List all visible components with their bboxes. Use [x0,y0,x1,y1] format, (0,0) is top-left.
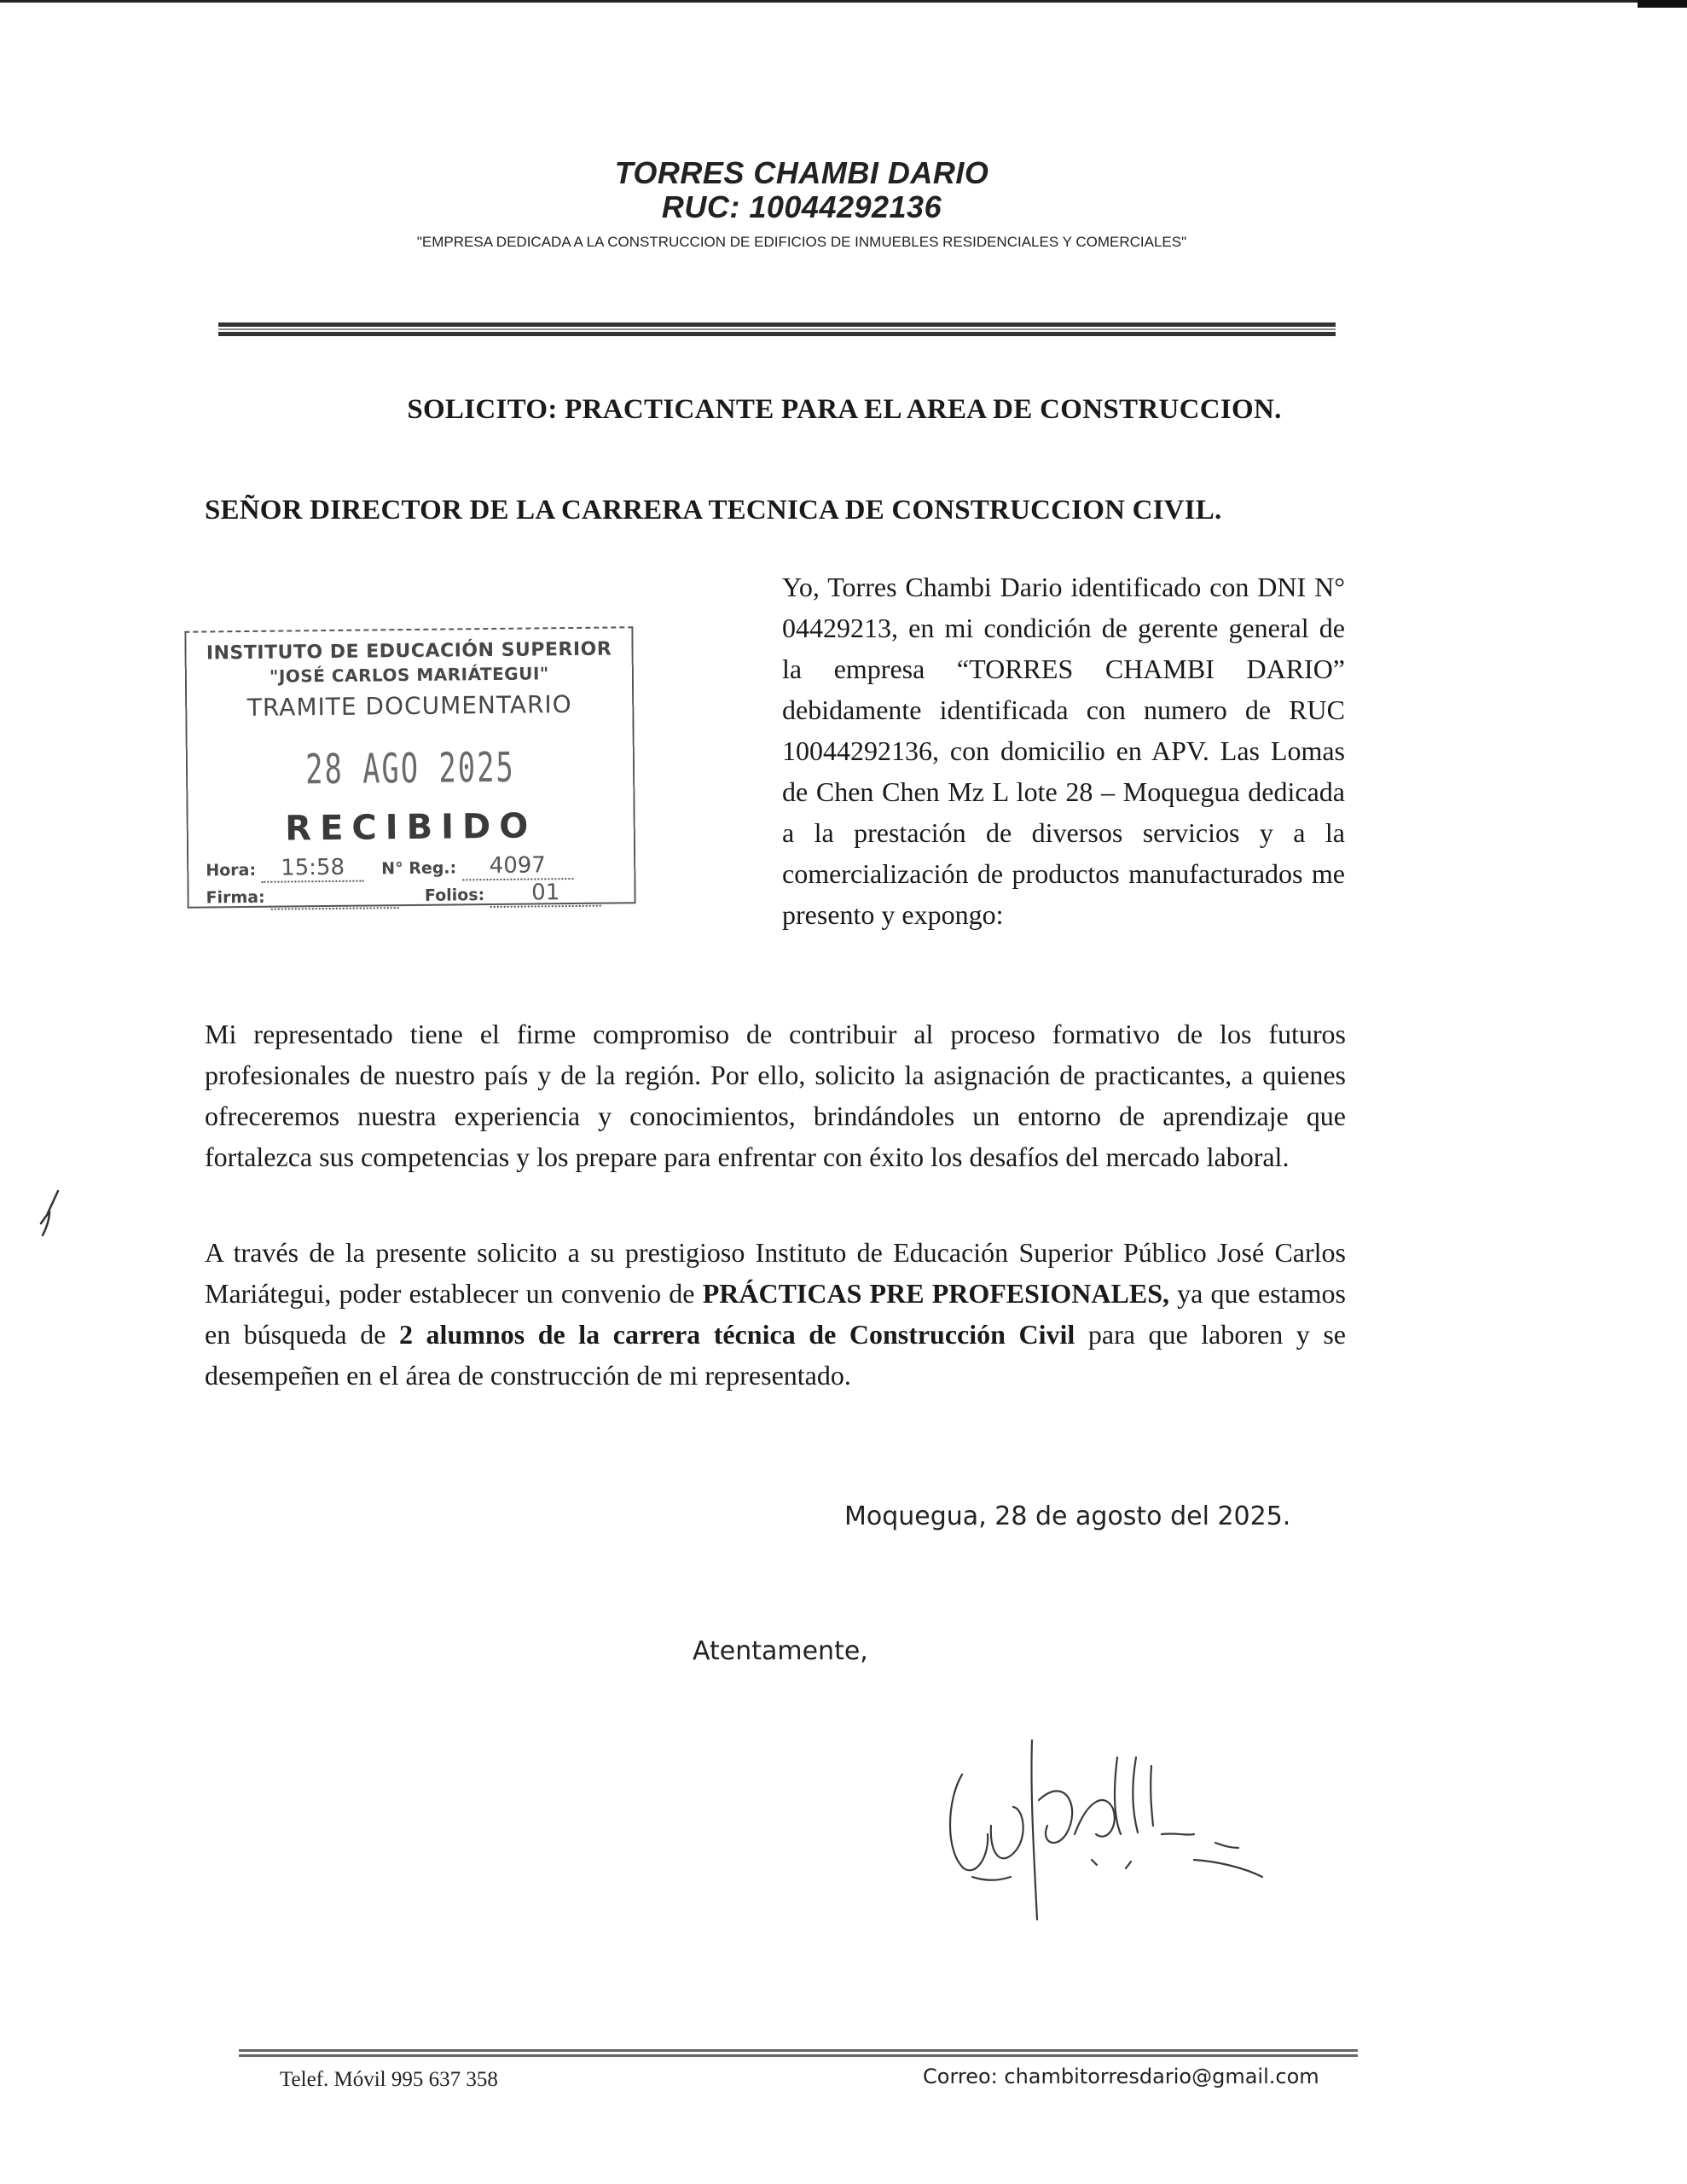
p2-text-1: A través de la presente solicito a su prestigioso Instituto de Educación Superior Público José Carlos Mariátegui, poder establecer un convenio de [205,1237,1346,1309]
stamp-row-signature: Firma: ​ Folios: 01 [206,880,601,911]
stamp-institute: INSTITUTO DE EDUCACIÓN SUPERIOR [206,638,612,665]
stamp-row-time [206,852,573,884]
intro-paragraph: Yo, Torres Chambi Dario identificado con DNI N° 04429213, en mi condición de gerente general de la empresa “TORRES CHAMBI DARIO” debidamente identificada con numero de RUC 10044292136, con domicilio en APV. Las Lomas de Chen Chen Mz L lote 28 – Moquegua dedicada a la prestación de diversos servicios y a la comercialización de productos manufacturados me presento y expongo: [782,572,1345,930]
margin-check-mark [34,1186,77,1237]
closing-salutation: Atentamente, [693,1636,868,1666]
header-divider [218,322,1336,336]
letter-subject: SOLICITO: PRACTICANTE PARA EL AREA DE CONSTRUCCION. [407,394,1282,425]
stamp-reg-value: 4097 [462,852,573,880]
company-ruc: RUC: 10044292136 [661,189,942,224]
stamp-department: TRAMITE DOCUMENTARIO [246,690,572,722]
footer-phone: Telef. Móvil 995 637 358 [280,2068,498,2091]
p2-text-3: para que laboren y se desempeñen en el área de construcción de mi representado. [205,1319,1347,1391]
stamp-folios-label: Folios: [424,886,485,905]
stamp-hora-value: 15:58 [261,855,363,883]
body-paragraph-2 [205,1232,1346,1396]
stamp-date: 28 AGO 2025 [304,743,516,794]
stamp-firma-label: Firma: [206,887,265,908]
top-corner-mark [1638,0,1687,8]
stamp-status: RECIBIDO [285,806,537,849]
top-edge-line [0,0,1687,3]
p2-text-2: ya que estamos en búsqueda de [205,1278,1347,1350]
stamp-reg-label: N° Reg.: [381,858,457,879]
p2-bold-2: 2 alumnos de la carrera técnica de Construcción Civil [398,1319,1075,1350]
stamp-institute-name: "JOSÉ CARLOS MARIÁTEGUI" [269,663,549,687]
reception-stamp [184,626,635,908]
company-slogan: "EMPRESA DEDICADA A LA CONSTRUCCION DE EDIFICIOS DE INMUEBLES RESIDENCIALES Y COMERCIALES" [416,234,1187,250]
body-paragraph-1: Mi representado tiene el firme compromiso de contribuir al proceso formativo de los futuros profesionales de nuestro país y de la región. Por ello, solicito la asignación de practicantes, a quienes ofreceremos nuestra experiencia y conocimientos, brindándoles un entorno de aprendizaje que fortalezca sus competencias y los prepare para enfrentar con éxito los desafíos del mercado laboral. [205,1019,1346,1172]
footer-divider [239,2049,1358,2057]
stamp-folios-value: 01 [490,880,601,908]
footer-email: Correo: chambitorresdario@gmail.com [923,2065,1319,2088]
place-and-date: Moquegua, 28 de agosto del 2025. [844,1502,1291,1531]
stamp-hora-label: Hora: [206,860,257,880]
p2-bold-1: PRÁCTICAS PRE PROFESIONALES, [702,1278,1169,1309]
company-name: TORRES CHAMBI DARIO [614,155,989,190]
letter-addressee: SEÑOR DIRECTOR DE LA CARRERA TECNICA DE CONSTRUCCION CIVIL. [205,495,1222,526]
handwritten-signature [938,1706,1279,1937]
